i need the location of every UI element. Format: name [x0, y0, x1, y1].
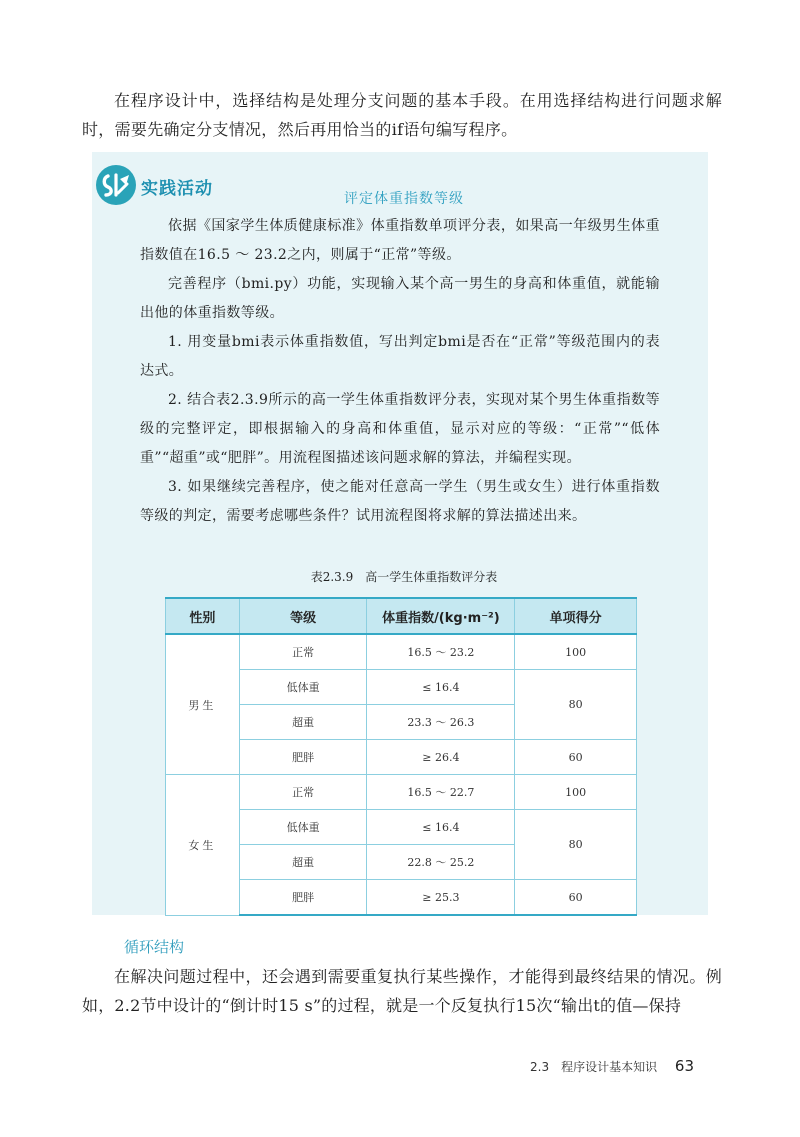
intro-paragraph: 在程序设计中，选择结构是处理分支问题的基本手段。在用选择结构进行问题求解时，需要先确定分支情况，然后再用恰当的if语句编写程序。	[82, 91, 722, 139]
table-row	[166, 634, 637, 670]
level-cell: 超重	[239, 705, 367, 740]
activity-paragraph: 2. 结合表2.3.9所示的高一学生体重指数评分表，实现对某个男生体重指数等级的完整评定，即根据输入的身高和体重值，显示对应的等级：“正常”“低体重”“超重”或“肥胖”。用流程图描述该问题求解的算法，并编程实现。	[140, 392, 660, 466]
activity-paragraph: 依据《国家学生体质健康标准》体重指数单项评分表，如果高一年级男生体重指数值在16.5 ～ 23.2之内，则属于“正常”等级。	[140, 218, 660, 263]
score-cell: 80	[515, 810, 637, 880]
table-header-row	[166, 598, 637, 634]
range-cell: 22.8 ～ 25.2	[367, 845, 515, 880]
level-cell: 低体重	[239, 810, 367, 845]
level-cell: 肥胖	[239, 880, 367, 916]
activity-paragraph: 3. 如果继续完善程序，使之能对任意高一学生（男生或女生）进行体重指数等级的判定，需要考虑哪些条件？试用流程图将求解的算法描述出来。	[140, 479, 660, 524]
page-number: 63	[674, 1057, 695, 1075]
page-footer	[530, 1057, 694, 1075]
level-cell: 正常	[239, 634, 367, 670]
gender-cell: 女生	[166, 775, 240, 916]
score-cell: 100	[515, 634, 637, 670]
table-row	[166, 775, 637, 810]
level-cell: 肥胖	[239, 740, 367, 775]
score-cell: 100	[515, 775, 637, 810]
score-cell: 60	[515, 880, 637, 916]
level-cell: 低体重	[239, 670, 367, 705]
range-cell: 16.5 ～ 22.7	[367, 775, 515, 810]
footer-section: 2.3 程序设计基本知识	[530, 1060, 658, 1074]
activity-content	[140, 212, 660, 531]
header-level: 等级	[239, 598, 367, 634]
range-cell: ≥ 25.3	[367, 880, 515, 916]
gender-cell: 男生	[166, 634, 240, 775]
level-cell: 超重	[239, 845, 367, 880]
score-cell: 80	[515, 670, 637, 740]
range-cell: ≤ 16.4	[367, 670, 515, 705]
level-cell: 正常	[239, 775, 367, 810]
activity-title: 评定体重指数等级	[344, 191, 464, 207]
header-bmi: 体重指数/(kg·m⁻²)	[367, 598, 515, 634]
outro-paragraph: 在解决问题过程中，还会遇到需要重复执行某些操作，才能得到最终结果的情况。例如，2.2节中设计的“倒计时15 s”的过程，就是一个反复执行15次“输出t的值—保持	[82, 967, 722, 1015]
activity-label: 实践活动	[141, 179, 213, 199]
section-heading: 循环结构	[124, 938, 185, 956]
range-cell: 16.5 ～ 23.2	[367, 634, 515, 670]
header-score: 单项得分	[515, 598, 637, 634]
range-cell: 23.3 ～ 26.3	[367, 705, 515, 740]
table-caption: 表2.3.9 高一学生体重指数评分表	[310, 570, 498, 584]
range-cell: ≥ 26.4	[367, 740, 515, 775]
score-cell: 60	[515, 740, 637, 775]
header-gender: 性别	[166, 598, 240, 634]
activity-paragraph: 完善程序（bmi.py）功能，实现输入某个高一男生的身高和体重值，就能输出他的体重指数等级。	[140, 276, 660, 321]
range-cell: ≤ 16.4	[367, 810, 515, 845]
activity-paragraph: 1. 用变量bmi表示体重指数值，写出判定bmi是否在“正常”等级范围内的表达式。	[140, 334, 660, 379]
bmi-score-table	[165, 597, 637, 916]
